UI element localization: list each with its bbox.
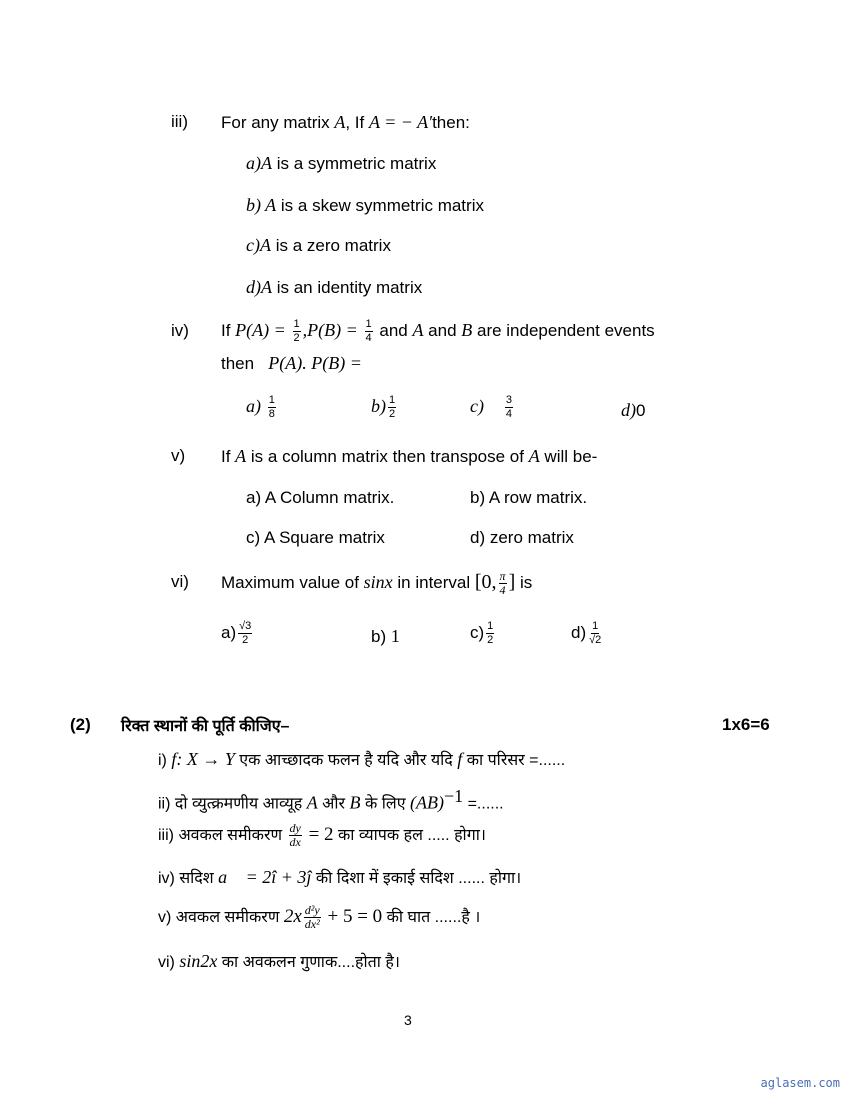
frac-den: 8 [268,408,275,420]
section-marks: 1x6=6 [722,715,770,734]
math-coef: 2x [283,906,302,927]
item-tag: v) [158,909,176,926]
section-title: रिक्त स्थानों की पूर्ति कीजिए– [121,718,290,735]
stem-text: are independent events [472,321,655,340]
interval-right: ] [508,571,516,593]
math-product: P(A). P(B) = [268,353,362,373]
option-vi-b [371,626,400,647]
question-number-v: v) [171,446,186,465]
math-equation: = 2 [303,824,334,845]
math-var: A [261,277,272,297]
question-iii-stem [221,112,470,133]
option-text: is an identity matrix [272,278,423,297]
item-text: की घात ......है । [382,909,481,926]
math-var: f [457,749,463,769]
page-number: 3 [404,1012,412,1028]
interval-left: [0, [474,571,497,593]
frac-num: π [499,569,506,584]
math-var: A [412,320,424,340]
math-var: A [334,112,346,132]
option-text: is a skew symmetric matrix [276,196,484,215]
question-iv-then [221,353,362,374]
fraction-quarter [365,318,373,345]
item-text: दो व्युत्क्रमणीय आव्यूह [174,795,307,813]
option-tag: c) [470,395,484,416]
frac-den: 4 [499,583,506,598]
option-v-b: b) A row matrix. [470,488,588,507]
stem-text: then [221,354,255,373]
frac-num: 1 [487,620,494,632]
fill-blank-ii [158,786,504,813]
item-tag: ii) [158,795,175,813]
option-value: 1 [390,626,400,646]
item-text: की दिशा में इकाई सदिश ...... होगा। [311,870,522,887]
option-text: is a zero matrix [270,236,391,255]
stem-text: will be- [539,447,598,466]
item-text: सदिश [179,870,219,887]
fraction [238,620,252,647]
math-var: B [461,320,473,340]
frac-den: 2 [389,408,396,420]
math-exponent: −1 [443,786,464,806]
frac-num: 1 [389,394,396,406]
option-tag: b) [371,395,386,416]
math-pb: ,P(B) = [302,320,358,340]
option-iv-d [621,400,645,421]
option-v-d: d) zero matrix [470,528,574,547]
fraction-dy-dx [289,822,302,849]
option-tag: a) [246,395,261,416]
item-text: के लिए [360,795,410,813]
frac-den: 2 [242,634,249,646]
math-var: A [261,153,272,173]
frac-num: 3 [505,394,513,406]
fraction-d2y-dx2 [304,904,321,931]
stem-text: and [374,321,413,340]
math-fn: f: X → Y [171,749,235,769]
stem-text: Maximum value of [221,573,364,592]
math-fn: sin2x [179,951,218,971]
frac-num: 1 [268,394,275,406]
option-iii-d [246,277,422,298]
fill-blank-v [158,900,480,935]
frac-den: √2 [589,634,602,646]
item-text: एक आच्छादक फलन है यदि और यदि [234,752,458,769]
stem-text: then: [432,113,470,132]
math-vector: a⃗ = 2î + 3ĵ [218,867,312,887]
option-iii-c [246,235,391,256]
fill-blank-iv [158,866,521,888]
stem-text: If [221,447,236,466]
item-text: और [317,795,350,813]
fraction-half [293,318,301,345]
stem-text: is [515,573,533,592]
fill-blank-iii [158,818,486,853]
option-iii-a [246,153,436,174]
fraction [486,620,494,647]
math-var: B [349,792,361,813]
item-text: का व्यापक हल ..... होगा। [333,827,486,844]
option-v-c: c) A Square matrix [246,528,385,547]
item-tag: iii) [158,827,179,844]
stem-text: For any matrix [221,113,335,132]
math-var: A [306,792,318,813]
question-v-stem [221,446,597,467]
question-vi-stem [221,566,532,599]
math-var: A [259,235,271,255]
stem-text: and [423,321,462,340]
frac-den: dx [289,835,301,850]
item-tag: vi) [158,954,180,971]
option-vi-c [470,620,496,647]
frac-den: 4 [505,408,513,420]
math-equation: A = − A′ [368,112,433,132]
item-text: अवकल समीकरण [175,909,284,926]
frac-den: dx² [304,917,320,932]
stem-text: If [221,321,236,340]
frac-den: 4 [365,332,372,345]
item-text: =...... [463,795,504,813]
frac-num: 1 [365,318,372,331]
fill-blank-i [158,748,565,770]
math-pa: P(A) = [235,320,286,340]
math-var: A [528,446,540,466]
fraction [505,394,513,421]
fraction [388,394,396,421]
option-iv-b [371,394,398,421]
math-equation: + 5 = 0 [322,906,383,927]
option-tag: b) [246,195,266,215]
item-tag: iv) [158,870,180,887]
frac-num: 1 [293,318,300,331]
option-iv-c [470,394,515,421]
option-iv-a [246,394,278,421]
option-tag: d) [246,277,261,297]
frac-den: 2 [293,332,300,345]
option-text: is a symmetric matrix [272,154,437,173]
option-vi-d [571,620,604,647]
math-var: A [235,446,247,466]
question-number-iv: iv) [171,321,189,340]
fraction [588,620,602,647]
math-var: A [265,195,277,215]
frac-num: √3 [239,620,252,632]
option-value: 0 [636,401,646,420]
question-iv-stem [221,313,655,348]
option-vi-a [221,620,254,647]
question-number-vi: vi) [171,572,189,591]
question-number-iii: iii) [171,112,188,131]
fraction-pi-4 [499,570,507,597]
item-text: का परिसर =...... [462,752,566,769]
stem-text: in interval [392,573,475,592]
section-number: (2) [70,715,91,734]
option-tag: d) [571,622,587,642]
item-text: अवकल समीकरण [178,827,287,844]
option-tag: a) [246,153,261,173]
frac-den: 2 [487,634,494,646]
fraction [268,394,276,421]
item-tag: i) [158,752,172,769]
option-tag: c) [470,622,485,642]
frac-num: d²y [304,903,320,918]
stem-text: is a column matrix then transpose of [246,447,529,466]
option-v-a: a) A Column matrix. [246,488,395,507]
fill-blank-vi [158,950,400,972]
option-tag: d) [621,400,636,420]
option-tag: c) [246,235,260,255]
item-text: का अवकलन गुणाक....होता है। [217,954,400,971]
stem-text: , If [345,113,369,132]
watermark-link[interactable]: aglasem.com [760,1076,840,1090]
frac-num: 1 [592,620,599,632]
frac-num: dy [289,821,301,836]
option-tag: a) [221,622,237,642]
option-tag: b) [371,627,391,646]
math-product: (AB) [410,792,444,813]
option-iii-b [246,195,484,216]
math-fn: sinx [363,572,393,592]
